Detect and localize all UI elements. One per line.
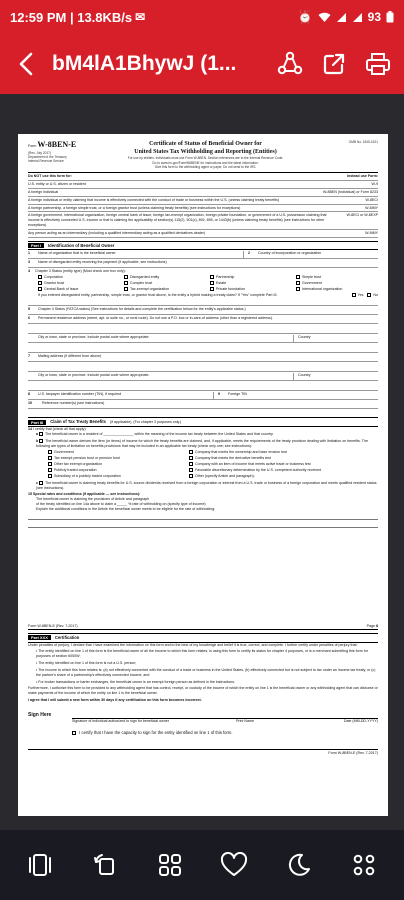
row3-label: Name of disregarded entity receiving the payment (if applicable, see instructions)	[38, 260, 167, 265]
mail-icon: ✉	[135, 10, 146, 24]
row4-label: Chapter 3 Status (entity type) (Must check one box only):	[35, 269, 126, 274]
checkbox-label: Company with an item of income that meets active trade or business test	[195, 462, 311, 467]
form-row-8[interactable]: 8 U.S. taxpayer identification number (TIN), if required 9 Foreign TIN	[28, 391, 378, 400]
status-bar	[0, 0, 404, 34]
form-number: W-8BEN-E	[37, 140, 77, 149]
page2-footer-form: Form W-8BEN-E (Rev. 7-2017)	[328, 751, 378, 756]
checkbox-label: Subsidiary of a publicly traded corporation	[54, 473, 121, 478]
form-subtitle2: Go to www.irs.gov/FormW8BENE for instructions and the latest information.	[152, 160, 259, 165]
blank-field[interactable]	[28, 343, 378, 353]
do-not-use-header	[28, 173, 378, 181]
checkbox-label: Private foundation	[216, 286, 245, 291]
part3-subtitle: (if applicable). (For chapter 3 purposes only.)	[110, 419, 182, 424]
bullet-text: The entity identified on line 1 of this form is not a U.S. person;	[38, 661, 137, 666]
blank-field[interactable]	[28, 362, 378, 372]
form-subtitle3: Give this form to the withholding agent or payer. Do not send to the IRS.	[154, 164, 257, 169]
print-name-label: Print Name	[236, 718, 254, 723]
no-label: No	[373, 292, 378, 297]
part30-title: Certification	[54, 634, 80, 640]
page2-form-ref: Form W-8BEN-E (Rev. 7-2017)	[28, 624, 78, 628]
checkbox-label: Government	[302, 281, 322, 286]
exclusion-form: W-8ECI	[365, 197, 378, 202]
form-header	[28, 140, 378, 173]
checkbox-corporation[interactable]	[38, 275, 120, 280]
signature-labels	[28, 719, 378, 724]
sign-here-label: Sign Here	[28, 712, 52, 719]
blank-line[interactable]	[28, 512, 378, 520]
wifi-icon	[318, 12, 331, 23]
capacity-text: I certify that I have the capacity to sign for the entity identified on line 1 of this form.	[79, 729, 233, 735]
checkbox-complex-trust[interactable]	[124, 281, 206, 286]
form-row-3[interactable]: 3 Name of disregarded entity receiving the payment (if applicable, see instructions)	[28, 259, 378, 268]
line-14a: a The beneficial owner is a resident of _______________ within the meaning of the income tax treaty between the United States and that country.	[36, 431, 274, 436]
do-not-use-label: Do NOT use this form for:	[28, 174, 72, 179]
part1-header	[28, 241, 378, 251]
checkbox-label: Corporation	[44, 275, 63, 280]
checkbox-intl-org[interactable]	[296, 287, 378, 292]
checkbox-label: Company that meets the ownership and base erosion test	[195, 450, 287, 455]
cert-bullet: • The entity identified on line 1 of this form is not a U.S. person;	[36, 661, 137, 666]
part1-title: Identification of Beneficial Owner	[48, 242, 115, 248]
chapter3-checkboxes	[28, 274, 378, 293]
blank-field[interactable]	[28, 381, 378, 391]
share-button[interactable]	[270, 44, 310, 84]
irs: Internal Revenue Service	[28, 159, 64, 164]
exclusion-text: A foreign individual	[28, 189, 59, 194]
lob-checkbox[interactable]	[189, 474, 378, 479]
form-row-10[interactable]: 10 Reference number(s) (see instructions)	[28, 400, 378, 409]
back-arrow-icon	[18, 52, 34, 76]
checkbox-estate[interactable]	[210, 281, 292, 286]
exclusion-form: W-8IMY	[365, 205, 378, 210]
checkbox-central-bank[interactable]	[38, 287, 120, 292]
checkbox-label: Tax-exempt organization	[130, 286, 170, 291]
status-time: 12:59 PM | 13.8KB/s	[10, 9, 133, 25]
print-icon	[365, 52, 391, 76]
form-title-line2: United States Tax Withholding and Reporting (Entities)	[134, 149, 277, 156]
checkbox-private-foundation[interactable]	[210, 287, 292, 292]
back-button[interactable]	[0, 34, 52, 94]
checkbox-partnership[interactable]	[210, 275, 292, 280]
checkbox-label: Company that meets the derivative benefits test	[195, 456, 271, 461]
more-apps-icon	[351, 852, 377, 878]
part30-header	[28, 633, 378, 643]
exclusion-text: A foreign partnership, a foreign simple trust, or a foreign grantor trust (unless claiming treaty benefits) (see instructions for exceptions)	[28, 205, 241, 210]
form-row-4: 4 Chapter 3 Status (entity type) (Must check one box only): Corporation Disregarded entity Partnership Simple trust Grantor trust Complex trust Estate Government Central Bank of Issue Tax-exempt organization Private foundation International organization If you entered disregarded entity, partnership, simple trust, or grantor trust above, is the entity a hybrid making a treaty claim? If "Yes" complete Part III. Yes No	[28, 268, 378, 306]
form-date: (Rev. July 2017)	[28, 150, 51, 155]
lob-checkbox[interactable]	[48, 456, 183, 461]
open-external-icon	[322, 52, 346, 76]
line-15b: of the treaty identified on line 14a above to claim a _____ % rate of withholding on (specify type of income):	[36, 502, 207, 507]
exclusion-form: W-8ECI or W-8EXP	[346, 213, 378, 218]
l14c-text: The beneficial owner is claiming treaty benefits for U.S. source dividends received from a foreign corporation or interest from a U.S. trade or business of a foreign corporation and meets qualified resident status (see instructions).	[36, 480, 377, 490]
blank-field[interactable]	[28, 324, 378, 334]
lob-checkbox[interactable]	[189, 450, 378, 455]
checkbox-grantor-trust[interactable]	[38, 281, 120, 286]
form-row-6b[interactable]	[28, 334, 378, 343]
pdf-page-1	[18, 134, 388, 632]
page-num: 8	[376, 624, 378, 628]
checkbox-yes[interactable]	[352, 293, 364, 298]
row8-label: U.S. taxpayer identification number (TIN), if required	[38, 392, 214, 399]
cert-agree: I agree that I will submit a new form within 30 days if any certification on this form becomes incorrect.	[28, 698, 202, 703]
grid-view-button[interactable]	[148, 843, 192, 887]
checkbox-label: Simple trust	[302, 275, 321, 280]
rotate-button[interactable]	[83, 843, 127, 887]
grid-view-icon	[157, 852, 183, 878]
night-mode-icon	[286, 852, 312, 878]
form-label: Form	[28, 144, 37, 148]
exclusion-text: Any person acting as an intermediary (including a qualified intermediary acting as a qualified derivatives dealer)	[28, 230, 205, 235]
open-external-button[interactable]	[314, 44, 354, 84]
l14-text: I certify that (check all that apply):	[33, 427, 87, 432]
page2-footer	[28, 749, 378, 756]
share-icon	[277, 51, 303, 77]
checkbox-tax-exempt[interactable]	[124, 287, 206, 292]
app-bar	[0, 34, 404, 94]
lob-checkbox[interactable]	[48, 468, 183, 473]
checkbox-label: Grantor trust	[44, 281, 65, 286]
exclusion-text: A foreign government, international organization, foreign central bank of issue, foreign tax-exempt organization, foreign private foundation, or government of a U.S. possession claiming that income is effectively connected U.S. income or that is claiming the applicability of section(s) 115(2), 501(c), 892, 895, or 1443(b) (unless claiming treaty benefits) (see instructions for other exceptions)	[28, 213, 327, 228]
exclusion-line	[28, 189, 378, 197]
signature-label: Signature of individual authorized to sign for beneficial owner	[72, 718, 169, 723]
page2-page-number	[367, 624, 378, 629]
exclusion-line	[28, 230, 378, 238]
lob-checkbox[interactable]	[189, 456, 378, 461]
signature-field[interactable]	[72, 709, 378, 719]
lob-checkbox[interactable]	[48, 450, 183, 455]
line-14: 14 I certify that (check all that apply):	[28, 427, 87, 432]
rotate-icon	[92, 852, 118, 878]
checkbox-label: Government	[54, 450, 74, 455]
checkbox-label: Partnership	[216, 275, 235, 280]
date-label: Date (MM-DD-YYYY)	[343, 718, 378, 723]
checkbox-label: International organization	[302, 286, 343, 291]
checkbox-label: Other tax exempt organization	[54, 462, 103, 467]
country-label: Country	[298, 373, 311, 378]
country-label: Country	[298, 335, 311, 340]
exclusion-line	[28, 212, 378, 230]
blank-line[interactable]	[28, 520, 378, 528]
signature-section	[28, 709, 378, 719]
exclusion-line	[28, 181, 378, 189]
form-subtitle1: For use by entities. Individuals must use Form W-8BEN. Section references are to the Internal Revenue Code.	[127, 156, 284, 161]
cert-intro: Under penalties of perjury, I declare that I have examined the information on this form and to the best of my knowledge and belief it is true, correct, and complete. I further certify under penalties of perjury that:	[28, 642, 358, 647]
exclusion-text: A foreign individual or entity claiming that income is effectively connected with the conduct of trade or business within the U.S. (unless claiming treaty benefits)	[28, 197, 280, 202]
yes-label: Yes	[357, 292, 364, 297]
checkbox-label: Complex trust	[130, 281, 153, 286]
instead-label: Instead use Form:	[347, 174, 378, 179]
part30-tag: Part XXX	[28, 635, 51, 640]
exclusion-text: U.S. entity or U.S. citizen or resident	[28, 181, 86, 186]
favorite-icon	[220, 852, 248, 878]
night-mode-button[interactable]	[277, 843, 321, 887]
lob-checkbox[interactable]	[189, 468, 378, 473]
form-row-6[interactable]: 6 Permanent residence address (street, apt. or suite no., or rural route). Do not use a P.O. box or in-care-of address (other than a registered address).	[28, 315, 378, 324]
favorite-button[interactable]	[212, 843, 256, 887]
row6b-label: City or town, state or province. Include postal code where appropriate.	[38, 335, 294, 342]
l15-text: Special rates and conditions (if applicable — see instructions):	[33, 492, 141, 497]
checkbox-label: Tax exempt pension trust or pension fund	[54, 456, 120, 461]
reading-mode-button[interactable]	[18, 843, 62, 887]
signal-icon	[336, 12, 347, 23]
row1-label: Name of organization that is the beneficial owner	[38, 251, 244, 258]
line-15c: Explain the additional conditions in the Article the beneficial owner meets to be eligible for the rate of withholding:	[36, 506, 216, 511]
checkbox-label: Other (specify Article and paragraph):	[195, 473, 255, 478]
part3-tag: Part III	[28, 420, 46, 425]
checkbox-label: Estate	[216, 281, 227, 286]
capacity-line	[28, 730, 378, 736]
reading-mode-icon	[27, 852, 53, 878]
form-row-1[interactable]: 1 Name of organization that is the beneficial owner 2 Country of incorporation or organization	[28, 250, 378, 259]
capacity-checkbox[interactable]	[72, 730, 78, 735]
checkbox-government[interactable]	[296, 281, 378, 286]
checkbox-label: Publicly traded corporation	[54, 467, 97, 472]
form-row-7b[interactable]	[28, 372, 378, 381]
row10-label: Reference number(s) (see instructions)	[42, 401, 105, 406]
l14a-text: The beneficial owner is a resident of _______________ within the meaning of the income tax treaty between the United States and that country.	[45, 431, 274, 436]
exclusion-line	[28, 197, 378, 205]
row7b-label: City or town, state or province. Include postal code where appropriate.	[38, 373, 294, 380]
omb-number: OMB No. 1545-1621	[348, 140, 378, 144]
line-15: 15 Special rates and conditions (if applicable — see instructions):	[28, 492, 141, 497]
row6-label: Permanent residence address (street, apt. or suite no., or rural route). Do not use a P.O. box or in-care-of address (other than a registered address).	[38, 316, 274, 321]
l14b-text: The beneficial owner derives the item (or items) of income for which the treaty benefits are claimed, and, if applicable, meets the requirements of the treaty provision dealing with limitation on benefits. The following are types of limitation on benefits provisions that may be included in an applicable tax treaty (check only one; see instructions):	[36, 438, 368, 448]
bullet-text: For broker transactions or barter exchanges, the beneficial owner is an exempt foreign person as defined in the instructions.	[38, 679, 236, 684]
lob-checkbox[interactable]	[48, 462, 183, 467]
cert-bullet: • The income to which this form relates is: (a) not effectively connected with the conduct of a trade or business in the United States, (b) effectively connected but is not subject to tax under an income tax treaty, or (c) the partner's share of a partnership's effectively connected income; and	[36, 667, 376, 677]
exclusion-form: W-9	[371, 181, 378, 186]
signal-icon	[352, 12, 363, 23]
part3-header	[28, 417, 378, 427]
print-button[interactable]	[358, 44, 398, 84]
pdf-page-2	[18, 618, 388, 816]
bullet-text: The entity identified on line 1 of this form is the beneficial owner of all the income to which this form relates, is using this form to certify its status for chapter 4 purposes, or is a merchant submitting this form for purposes of section 6050W;	[36, 649, 368, 659]
row9-label: Foreign TIN	[228, 392, 247, 397]
cert-bullet: • The entity identified on line 1 of this form is the beneficial owner of all the income to which this form relates, is using this form to certify its status for chapter 4 purposes, or is a merchant submitting this form for purposes of section 6050W;	[36, 649, 368, 659]
checkbox-label: Favorable discretionary determination by the U.S. competent authority received	[195, 467, 322, 472]
department: Department of the Treasury	[28, 155, 67, 160]
line-15a: The beneficial owner is claiming the provisions of Article and paragraph	[36, 497, 150, 502]
lob-checkbox[interactable]	[48, 474, 183, 479]
battery-icon	[386, 11, 394, 23]
cert-bullet: • For broker transactions or barter exchanges, the beneficial owner is an exempt foreign person as defined in the instructions.	[36, 679, 236, 684]
exclusion-line	[28, 205, 378, 213]
more-apps-button[interactable]	[342, 843, 386, 887]
checkbox-label: Central Bank of Issue	[44, 286, 79, 291]
exclusion-form: W-8BEN (Individual) or Form 8233	[322, 189, 378, 194]
row5-label: Chapter 4 Status (FATCA status) (See instructions for details and complete the certification below for the entity's applicable status.)	[38, 307, 246, 312]
row2-label: Country of incorporation or organization	[258, 251, 322, 256]
battery-level: 93	[367, 10, 381, 24]
checkbox-simple-trust[interactable]	[296, 275, 378, 280]
pdf-viewer[interactable]	[0, 94, 404, 830]
line-14c: c The beneficial owner is claiming treaty benefits for U.S. source dividends received from a foreign corporation or interest from a U.S. trade or business of a foreign corporation and meets qualified resident status (see instructions).	[36, 480, 377, 490]
lob-checkbox[interactable]	[189, 462, 378, 467]
part1-tag: Part I	[28, 243, 44, 248]
page2-header	[28, 624, 378, 630]
form-title-line1: Certificate of Status of Beneficial Owner for	[149, 141, 262, 147]
form-row-7[interactable]: 7 Mailing address (if different from above)	[28, 353, 378, 362]
line-14b: b The beneficial owner derives the item (or items) of income for which the treaty benefits are claimed, and, if applicable, meets the requirements of the treaty provision dealing with limitation on benefits. The following are types of limitation on benefits provisions that may be included in an applicable tax treaty (check only one; see instructions):	[36, 438, 368, 448]
row7-label: Mailing address (if different from above)	[38, 354, 102, 359]
checkbox-no[interactable]	[367, 293, 378, 298]
form-row-5[interactable]: 5 Chapter 4 Status (FATCA status) (See instructions for details and complete the certification below for the entity's applicable status.)	[28, 306, 378, 315]
checkbox-disregarded[interactable]	[124, 275, 206, 280]
bottom-toolbar	[0, 830, 404, 900]
document-title: bM4lA1BhywJ (1...	[52, 52, 237, 75]
bullet-text: The income to which this form relates is: (a) not effectively connected with the conduct of a trade or business in the United States, (b) effectively connected but is not subject to tax under an income tax treaty, or (c) the partner's share of a partnership's effectively connected income; and	[36, 667, 376, 677]
page-label: Page	[366, 624, 375, 628]
part3-title: Claim of Tax Treaty Benefits	[50, 419, 107, 425]
alarm-icon: ⏰	[297, 10, 313, 24]
checkbox-label: Disregarded entity	[130, 275, 160, 280]
cert-authorize: Furthermore, I authorize this form to be provided to any withholding agent that has control, receipt, or custody of the income of which the entity on line 1 is the beneficial owner or any withholding agent that can disburse or make payments of the income of which the entity on line 1 is the beneficial owner.	[28, 686, 378, 696]
lob-checkboxes	[28, 448, 378, 480]
hybrid-question: If you entered disregarded entity, partnership, simple trust, or grantor trust above, is the entity a hybrid making a treaty claim? If "Yes" complete Part III.	[38, 292, 278, 297]
exclusion-form: W-8IMY	[365, 230, 378, 235]
